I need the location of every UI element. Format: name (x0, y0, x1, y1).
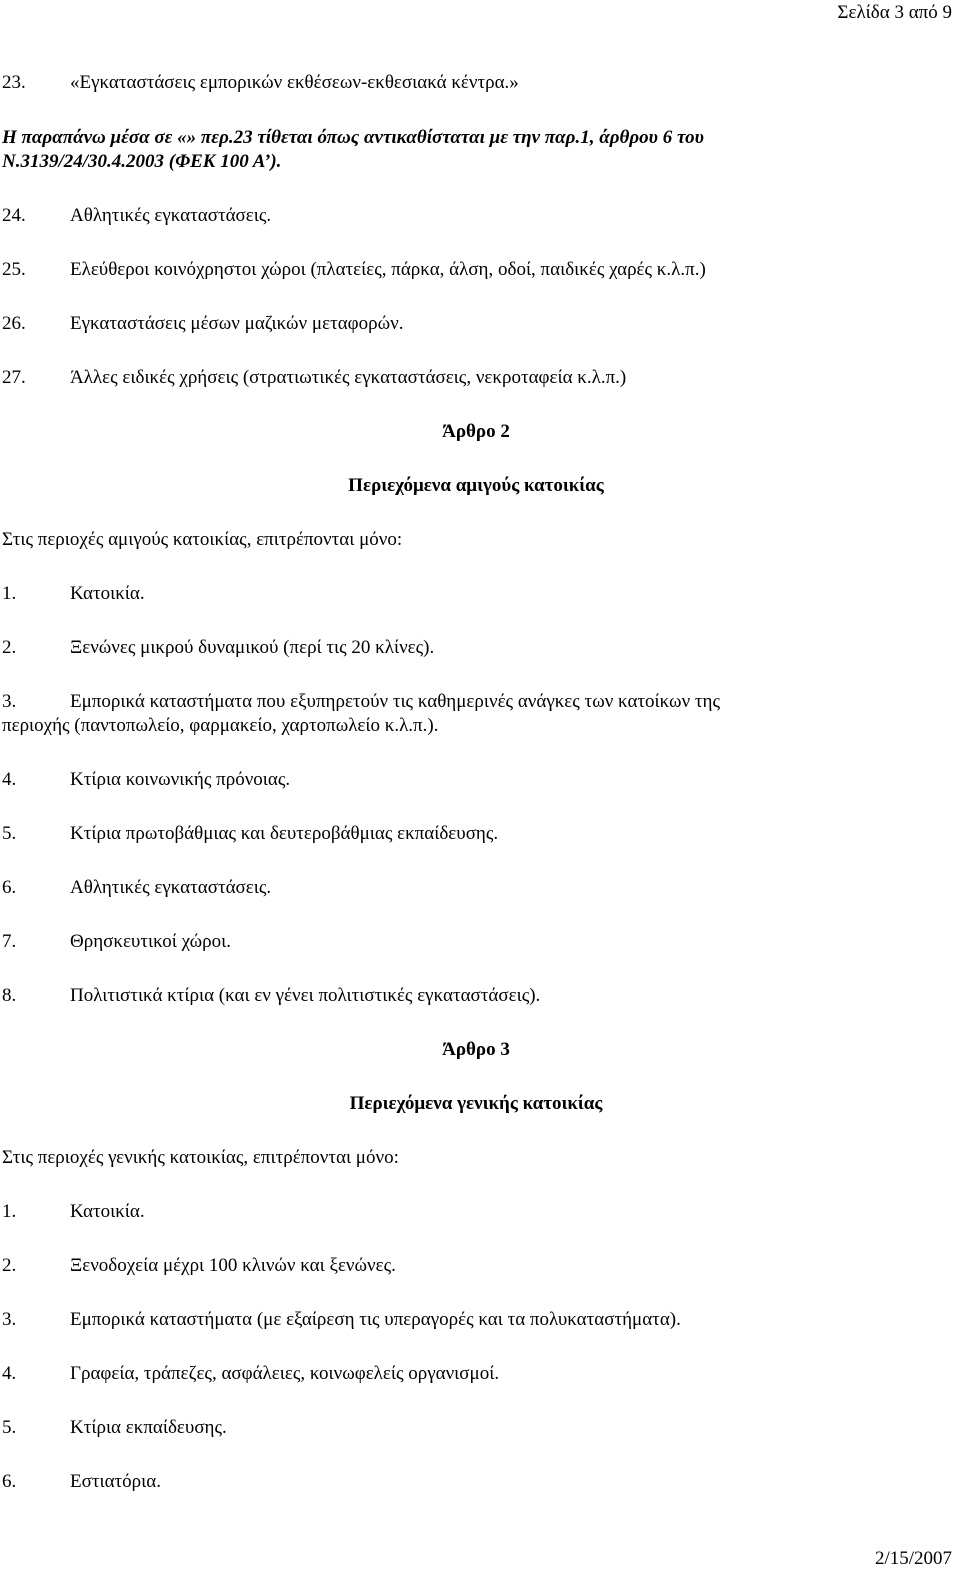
list-item (2, 1309, 681, 1331)
list-item (2, 931, 231, 953)
item-number: 2. (2, 1255, 17, 1276)
list-item (2, 313, 403, 335)
item-text: Εγκαταστάσεις μέσων μαζικών μεταφορών. (70, 313, 404, 334)
item-number: 6. (2, 877, 17, 898)
item-text: Αθλητικές εγκαταστάσεις. (70, 877, 272, 898)
list-item (2, 367, 626, 389)
item-number: 1. (2, 583, 17, 604)
item-number: 23. (2, 72, 26, 93)
item-text: Κτίρια κοινωνικής πρόνοιας. (70, 769, 291, 790)
item-number: 3. (2, 691, 17, 712)
list-item (2, 823, 498, 845)
list-item (2, 877, 271, 899)
list-item (2, 1255, 396, 1277)
article-3-title: Άρθρο 3 (442, 1039, 510, 1060)
item-text: Αθλητικές εγκαταστάσεις. (70, 205, 272, 226)
item-text: Γραφεία, τράπεζες, ασφάλειες, κοινωφελείς οργανισμοί. (70, 1363, 500, 1384)
list-item (2, 72, 519, 94)
item-text: Ξενοδοχεία μέχρι 100 κλινών και ξενώνες. (70, 1255, 396, 1276)
item-text: Κτίρια πρωτοβάθμιας και δευτεροβάθμιας εκπαίδευσης. (70, 823, 499, 844)
item-text: Κατοικία. (70, 583, 145, 604)
item-text: Ξενώνες μικρού δυναμικού (περί τις 20 κλίνες). (70, 637, 435, 658)
item-number: 7. (2, 931, 17, 952)
item-number: 4. (2, 1363, 17, 1384)
item-text: Πολιτιστικά κτίρια (και εν γένει πολιτιστικές εγκαταστάσεις). (70, 985, 541, 1006)
page-number: Σελίδα 3 από 9 (837, 2, 952, 23)
list-item (2, 583, 145, 605)
item-number: 2. (2, 637, 17, 658)
amendment-note-line-1: Η παραπάνω μέσα σε «» περ.23 τίθεται όπως αντικαθίσταται με την παρ.1, άρθρου 6 του (2, 127, 704, 148)
article-3-subtitle: Περιεχόμενα γενικής κατοικίας (349, 1093, 603, 1114)
list-item (2, 205, 271, 227)
item-number: 5. (2, 1417, 17, 1438)
item-number: 27. (2, 367, 26, 388)
list-item (2, 769, 290, 791)
item-text: Κατοικία. (70, 1201, 145, 1222)
item-number: 3. (2, 1309, 17, 1330)
list-item-continuation: περιοχής (παντοπωλείο, φαρμακείο, χαρτοπωλείο κ.λ.π.). (2, 715, 439, 736)
item-text: Εστιατόρια. (70, 1471, 161, 1492)
article-2-title: Άρθρο 2 (442, 421, 510, 442)
item-number: 26. (2, 313, 26, 334)
item-text: Εμπορικά καταστήματα (με εξαίρεση τις υπεραγορές και τα πολυκαταστήματα). (70, 1309, 681, 1330)
list-item (2, 1363, 499, 1385)
item-number: 1. (2, 1201, 17, 1222)
footer-date: 2/15/2007 (874, 1548, 952, 1569)
amendment-note-line-2: Ν.3139/24/30.4.2003 (ΦΕΚ 100 Α’). (2, 151, 282, 172)
item-text: Άλλες ειδικές χρήσεις (στρατιωτικές εγκαταστάσεις, νεκροταφεία κ.λ.π.) (70, 367, 627, 388)
item-text: Κτίρια εκπαίδευσης. (70, 1417, 227, 1438)
item-text: Εμπορικά καταστήματα που εξυπηρετούν τις καθημερινές ανάγκες των κατοίκων της (70, 691, 720, 712)
list-item (2, 985, 540, 1007)
article-3-intro: Στις περιοχές γενικής κατοικίας, επιτρέπονται μόνο: (2, 1147, 399, 1168)
item-text: Θρησκευτικοί χώροι. (70, 931, 231, 952)
item-number: 24. (2, 205, 26, 226)
list-item (2, 1201, 145, 1223)
article-2-subtitle: Περιεχόμενα αμιγούς κατοικίας (348, 475, 604, 496)
article-2-intro: Στις περιοχές αμιγούς κατοικίας, επιτρέπονται μόνο: (2, 529, 403, 550)
list-item (2, 637, 434, 659)
item-number: 6. (2, 1471, 17, 1492)
item-number: 4. (2, 769, 17, 790)
list-item (2, 1471, 161, 1493)
list-item (2, 691, 720, 713)
list-item (2, 1417, 227, 1439)
item-number: 5. (2, 823, 17, 844)
list-item (2, 259, 706, 281)
item-number: 25. (2, 259, 26, 280)
item-text: Ελεύθεροι κοινόχρηστοι χώροι (πλατείες, πάρκα, άλση, οδοί, παιδικές χαρές κ.λ.π.) (70, 259, 706, 280)
item-text: «Εγκαταστάσεις εμπορικών εκθέσεων-εκθεσιακά κέντρα.» (70, 72, 519, 93)
item-number: 8. (2, 985, 17, 1006)
